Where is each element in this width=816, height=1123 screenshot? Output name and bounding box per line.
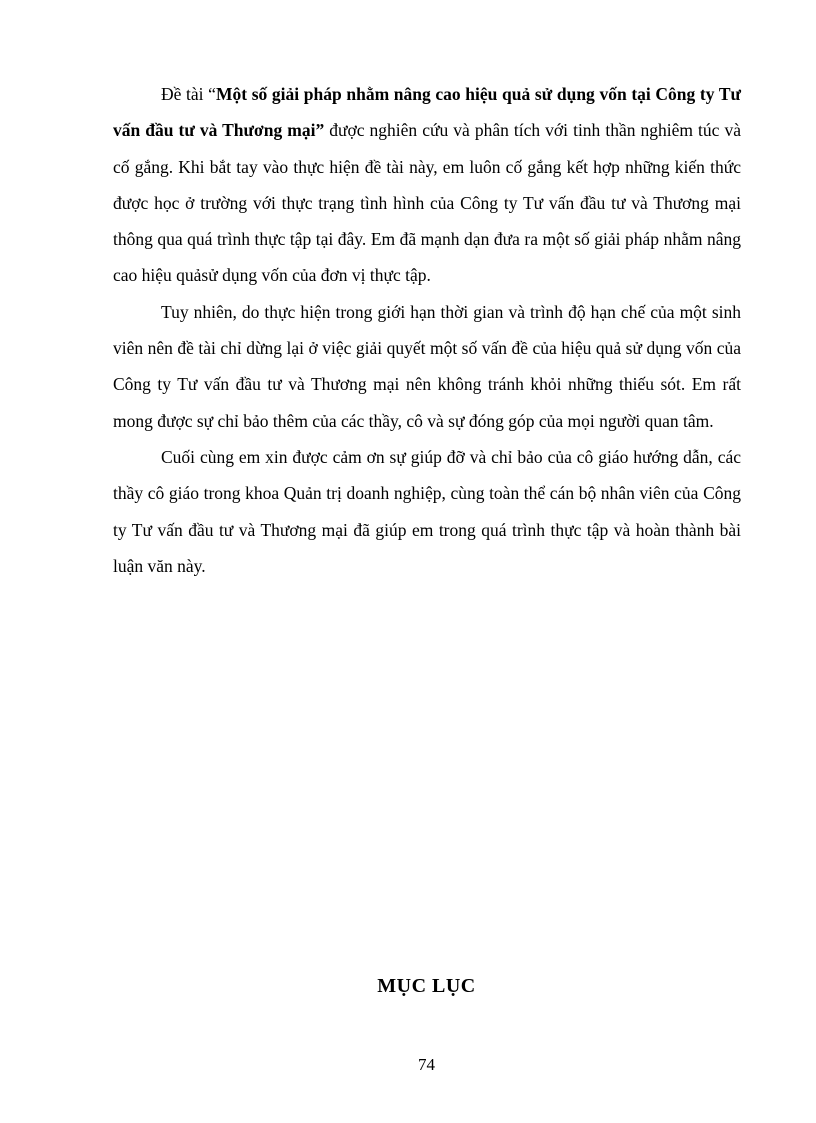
page-number: 74 bbox=[418, 1055, 435, 1074]
paragraph-acknowledgement: Cuối cùng em xin được cảm ơn sự giúp đỡ và chỉ bảo của cô giáo hướng dẫn, các thầy cô giáo trong khoa Quản trị doanh nghiệp, cùng toàn thể cán bộ nhân viên của Công ty Tư vấn đầu tư và Thương mại đã giúp em trong quá trình thực tập và hoàn thành bài luận văn này. bbox=[113, 446, 741, 576]
document-body bbox=[113, 76, 741, 584]
thesis-title: Một số giải pháp nhằm nâng cao hiệu quả sử dụng vốn tại Công ty Tư vấn đầu tư và Thương mại” bbox=[113, 84, 741, 141]
table-of-contents-heading: MỤC LỤC bbox=[377, 975, 476, 997]
paragraph-intro bbox=[113, 76, 741, 294]
paragraph-limitations: Tuy nhiên, do thực hiện trong giới hạn thời gian và trình độ hạn chế của một sinh viên nên đề tài chỉ dừng lại ở việc giải quyết một số vấn đề của hiệu quả sử dụng vốn của Công ty Tư vấn đầu tư và Thương mại nên không tránh khỏi những thiếu sót. Em rất mong được sự chỉ bảo thêm của các thầy, cô và sự đóng góp của mọi người quan tâm. bbox=[113, 301, 741, 431]
intro-lead: Đề tài “ bbox=[161, 84, 216, 104]
intro-rest: được nghiên cứu và phân tích với tinh thần nghiêm túc và cố gắng. Khi bắt tay vào thực hiện đề tài này, em luôn cố gắng kết hợp những kiến thức được học ở trường với thực trạng tình hình của Công ty Tư vấn đầu tư và Thương mại thông qua quá trình thực tập tại đây. Em đã mạnh dạn đưa ra một số giải pháp nhằm nâng cao hiệu quảsử dụng vốn của đơn vị thực tập. bbox=[113, 120, 741, 286]
